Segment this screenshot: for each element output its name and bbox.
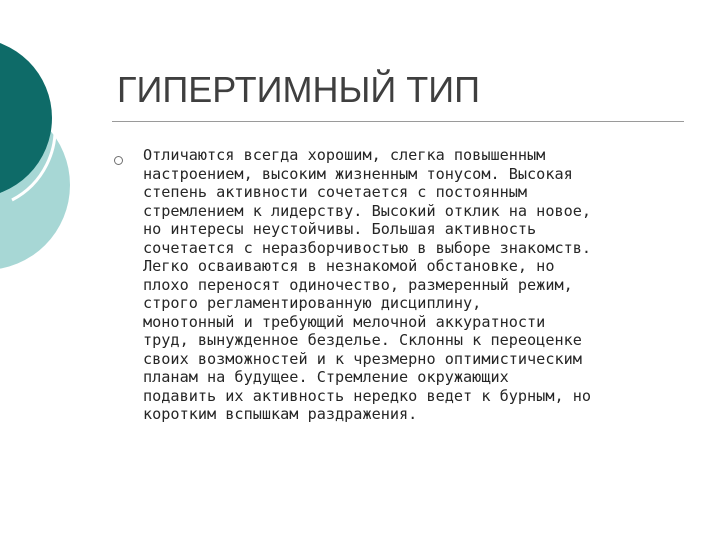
paragraph-line: монотонный и требующий мелочной аккуратности xyxy=(143,312,546,331)
paragraph-line: труд, вынужденное безделье. Склонны к переоценке xyxy=(143,331,582,349)
paragraph-line: Легко осваиваются в незнакомой обстановке, но xyxy=(143,257,555,275)
paragraph-line: стремлением к лидерству. Высокий отклик на новое, xyxy=(143,201,592,220)
paragraph-line: степень активности сочетается с постоянным xyxy=(143,183,528,201)
title-divider xyxy=(112,121,684,122)
bullet-paragraph xyxy=(143,146,688,424)
paragraph-line: своих возможностей и к чрезмерно оптимистическим xyxy=(143,349,582,368)
decorative-circles xyxy=(0,0,120,300)
hollow-circle-bullet-icon xyxy=(114,156,123,165)
paragraph-line: сочетается с неразборчивостью в выборе знакомств. xyxy=(143,238,592,257)
paragraph-line: Отличаются всегда хорошим, слегка повышенным xyxy=(143,146,546,164)
paragraph-line: коротким вспышкам раздражения. xyxy=(143,405,418,423)
paragraph-line: планам на будущее. Стремление окружающих xyxy=(143,368,509,386)
slide-title: ГИПЕРТИМНЫЙ ТИП xyxy=(117,69,480,110)
paragraph-line: плохо переносят одиночество, размеренный режим, xyxy=(143,275,573,294)
paragraph-line: подавить их активность нередко ведет к бурным, но xyxy=(143,386,592,405)
paragraph-line: настроением, высоким жизненным тонусом. Высокая xyxy=(143,164,573,183)
paragraph-line: строго регламентированную дисциплину, xyxy=(143,294,482,312)
paragraph-line: но интересы неустойчивы. Большая активность xyxy=(143,220,537,238)
